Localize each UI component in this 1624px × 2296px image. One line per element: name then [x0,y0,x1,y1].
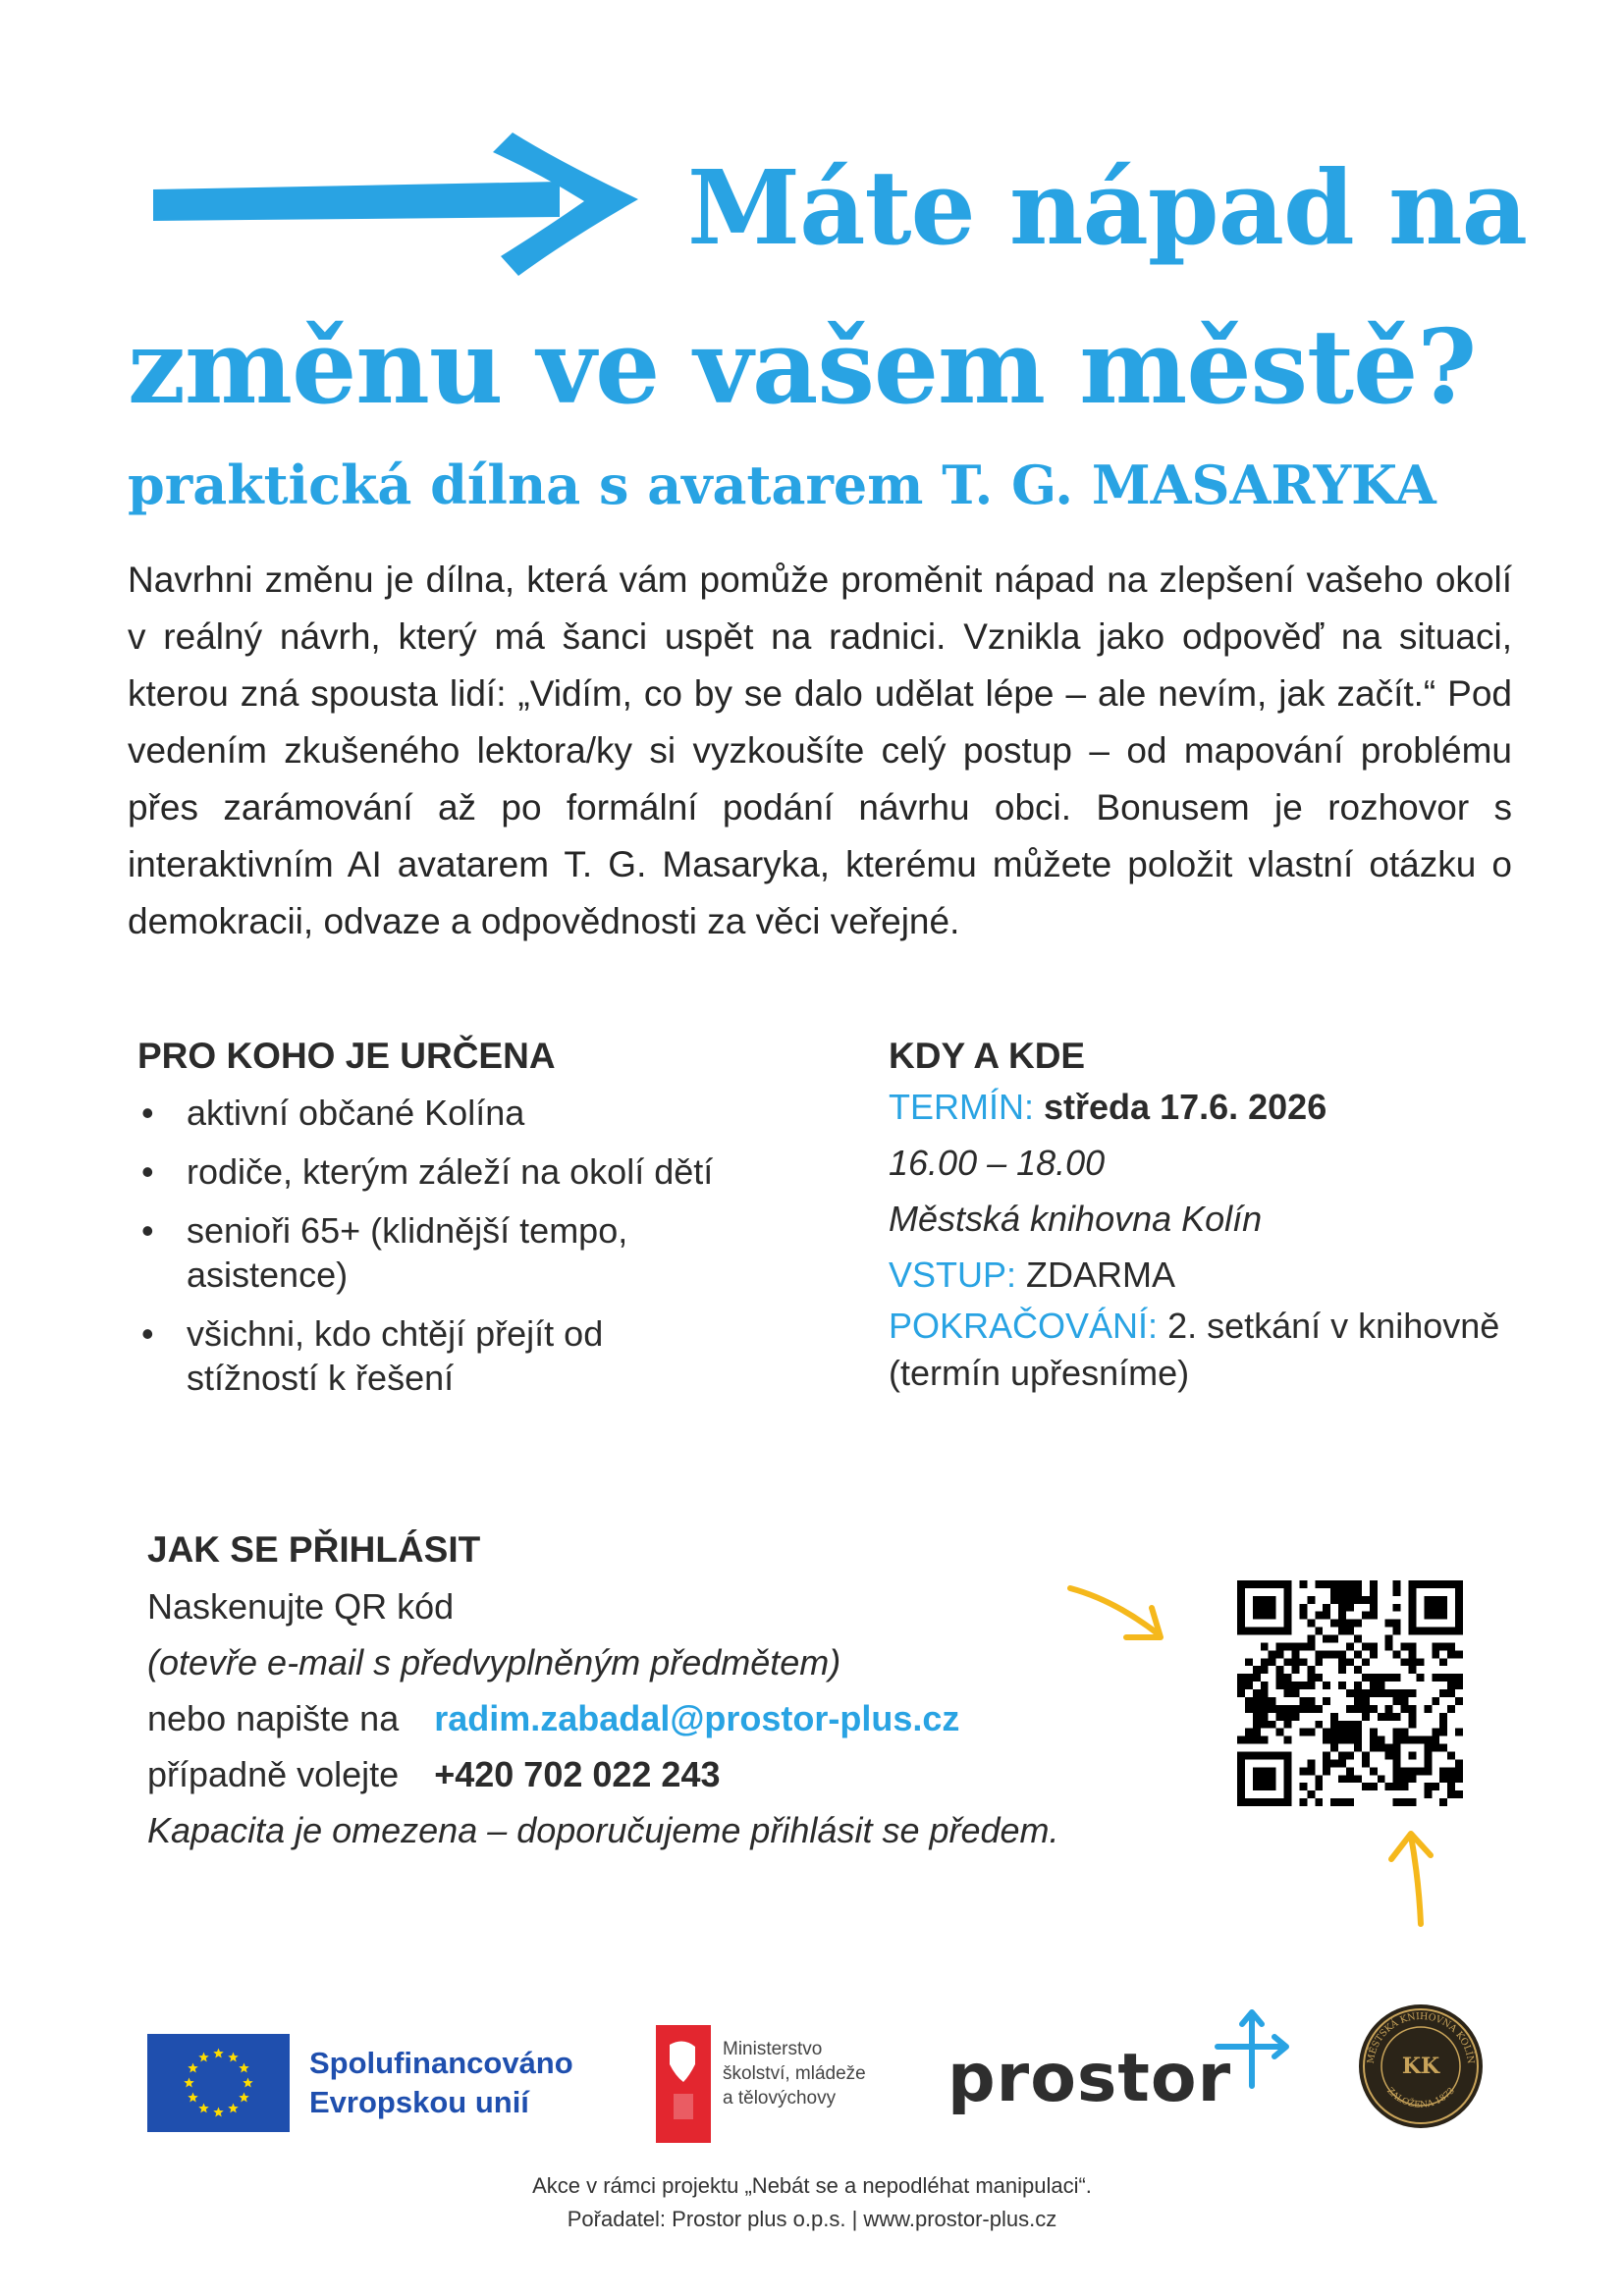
qr-note: (otevře e-mail s předvyplněným předmětem) [147,1642,841,1682]
qr-code[interactable] [1237,1580,1463,1806]
eu-text-2: Evropskou unií [309,2085,529,2119]
msmt-emblem-icon [656,2025,711,2143]
intro-paragraph: Navrhni změnu je dílna, která vám pomůže proměnit nápad na zlepšení vašeho okolí v reálný návrh, který má šanci uspět na radnici. Vznikla jako odpověď na situaci, kterou zná spousta lidí: „Vidím, co by se dalo udělat lépe – ale nevím, jak začít.“ Pod vedením zkušeného lektora/ky si vyzkoušíte celý postup – od mapování problému přes zarámování až po formální podání návrhu obci. Bonusem je rozhovor s interaktivním AI avatarem T. G. Masaryka, kterému můžete položit vlastní otázku o demokracii, odvaze a odpovědnosti za věci veřejné. [128,560,1512,941]
phone-row: případně volejte +420 702 022 243 [147,1754,721,1794]
list-item: • rodiče, kterým záleží na okolí dětí [141,1151,714,1192]
eu-logo [147,2034,599,2132]
msmt-text-2: školství, mládeže [723,2063,866,2084]
library-logo [1357,2002,1485,2130]
continuation-row: POKRAČOVÁNÍ: 2. setkání v knihovně [889,1306,1500,1346]
footer-line-1: Akce v rámci projektu „Nebát se a nepodléhat manipulaci“. [532,2173,1092,2198]
yellow-arrow-icon [1380,1826,1448,1934]
time: 16.00 – 18.00 [889,1143,1106,1183]
continuation-note: (termín upřesníme) [889,1353,1190,1393]
footer [0,2169,1624,2236]
capacity-note: Kapacita je omezena – doporučujeme přihlásit se předem. [147,1810,1059,1850]
audience-list [137,1091,805,1400]
when-heading: KDY A KDE [889,1036,1086,1076]
msmt-text-3: a tělovýchovy [723,2088,837,2109]
list-item: • senioři 65+ (klidnější tempo, asistence) [141,1210,628,1295]
qr-line: Naskenujte QR kód [147,1586,455,1627]
subtitle: praktická dílna s avatarem T. G. MASARYKA [128,454,1436,516]
arrow-right-icon [147,123,658,280]
audience-section [137,1036,805,1415]
seal-mark: KK [1401,2054,1440,2079]
msmt-text-1: Ministerstvo [723,2039,823,2059]
email-link[interactable]: radim.zabadal@prostor-plus.cz [434,1698,960,1738]
list-item: • aktivní občané Kolína [141,1093,525,1133]
date-row: TERMÍN: středa 17.6. 2026 [889,1087,1327,1127]
seal-bottom-text: ZALOŽENA 1873 [1384,2086,1457,2110]
signup-heading: JAK SE PŘIHLÁSIT [147,1529,481,1570]
signup-section [147,1522,1208,1858]
place: Městská knihovna Kolín [889,1199,1263,1239]
email-row: nebo napište na radim.zabadal@prostor-plus.cz [147,1698,960,1738]
prostor-text: prostor [947,2040,1232,2117]
when-section [889,1036,1576,1397]
eu-flag-icon [147,2034,290,2132]
yellow-arrow-icon [1065,1580,1173,1649]
phone-number[interactable]: +420 702 022 243 [434,1754,721,1794]
prostor-cross-arrow-icon [1208,2002,1296,2091]
heading-line-2: změnu ve vašem městě? [128,306,1477,427]
entry-row: VSTUP: ZDARMA [889,1255,1176,1295]
prostor-logo [947,2002,1301,2130]
list-item: • všichni, kdo chtějí přejít od stížností k řešení [141,1313,604,1398]
library-seal-icon [1357,2002,1485,2130]
audience-heading: PRO KOHO JE URČENA [137,1036,556,1076]
heading-line-1: Máte nápad na [687,147,1527,268]
footer-line-2: Pořadatel: Prostor plus o.p.s. | www.prostor-plus.cz [567,2207,1057,2231]
seal-top-text: MĚSTSKÁ KNIHOVNA KOLÍN [1365,2010,1477,2065]
msmt-logo [656,2025,901,2143]
eu-text-1: Spolufinancováno [309,2046,573,2080]
